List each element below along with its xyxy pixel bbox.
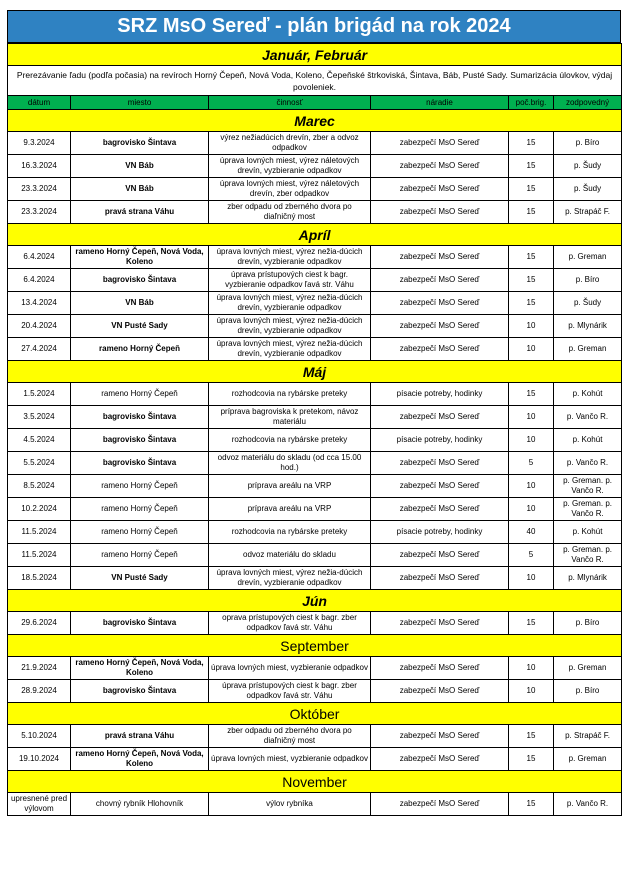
tools-cell: zabezpečí MsO Sereď xyxy=(371,748,509,771)
responsible-cell: p. Vančo R. xyxy=(554,406,622,429)
date-cell: 19.10.2024 xyxy=(8,748,71,771)
schedule-body xyxy=(8,44,622,816)
place-cell: pravá strana Váhu xyxy=(71,201,209,224)
table-row xyxy=(8,155,622,178)
date-cell: 3.5.2024 xyxy=(8,406,71,429)
schedule-table xyxy=(7,43,622,816)
table-row xyxy=(8,544,622,567)
place-cell: rameno Horný Čepeň, Nová Voda, Koleno xyxy=(71,246,209,269)
responsible-cell: p. Strapáč F. xyxy=(554,725,622,748)
table-row xyxy=(8,406,622,429)
activity-cell: príprava bagroviska k pretekom, návoz materiálu xyxy=(209,406,371,429)
tools-cell: zabezpečí MsO Sereď xyxy=(371,315,509,338)
responsible-cell: p. Šudy xyxy=(554,292,622,315)
responsible-cell: p. Šudy xyxy=(554,155,622,178)
date-cell: 13.4.2024 xyxy=(8,292,71,315)
count-cell: 15 xyxy=(509,612,554,635)
responsible-cell: p. Bíro xyxy=(554,612,622,635)
tools-cell: zabezpečí MsO Sereď xyxy=(371,178,509,201)
column-header: činnosť xyxy=(209,96,371,110)
column-header: zodpovedný xyxy=(554,96,622,110)
count-cell: 40 xyxy=(509,521,554,544)
tools-cell: zabezpečí MsO Sereď xyxy=(371,338,509,361)
tools-cell: zabezpečí MsO Sereď xyxy=(371,269,509,292)
table-row xyxy=(8,793,622,816)
place-cell: bagrovisko Šintava xyxy=(71,429,209,452)
place-cell: VN Báb xyxy=(71,178,209,201)
tools-cell: zabezpečí MsO Sereď xyxy=(371,793,509,816)
place-cell: bagrovisko Šintava xyxy=(71,452,209,475)
tools-cell: zabezpečí MsO Sereď xyxy=(371,132,509,155)
place-cell: rameno Horný Čepeň xyxy=(71,521,209,544)
column-header: poč.brig. xyxy=(509,96,554,110)
section-header: Apríl xyxy=(8,224,622,246)
activity-cell: úprava lovných miest, výrez nežia-dúcich drevín, vyzbieranie odpadkov xyxy=(209,292,371,315)
count-cell: 15 xyxy=(509,178,554,201)
activity-cell: úprava lovných miest, výrez náletových drevín, zber odpadkov xyxy=(209,178,371,201)
place-cell: bagrovisko Šintava xyxy=(71,680,209,703)
table-row xyxy=(8,132,622,155)
place-cell: rameno Horný Čepeň xyxy=(71,383,209,406)
page-title: SRZ MsO Sereď - plán brigád na rok 2024 xyxy=(7,10,621,43)
count-cell: 15 xyxy=(509,748,554,771)
activity-cell: zber odpadu od zberného dvora po diaľničný most xyxy=(209,201,371,224)
tools-cell: zabezpečí MsO Sereď xyxy=(371,498,509,521)
date-cell: 8.5.2024 xyxy=(8,475,71,498)
place-cell: VN Báb xyxy=(71,155,209,178)
tools-cell: zabezpečí MsO Sereď xyxy=(371,657,509,680)
tools-cell: zabezpečí MsO Sereď xyxy=(371,725,509,748)
activity-cell: odvoz materiálu do skladu xyxy=(209,544,371,567)
column-header: náradie xyxy=(371,96,509,110)
table-row xyxy=(8,201,622,224)
responsible-cell: p. Bíro xyxy=(554,269,622,292)
count-cell: 15 xyxy=(509,292,554,315)
count-cell: 15 xyxy=(509,793,554,816)
responsible-cell: p. Greman xyxy=(554,657,622,680)
table-row xyxy=(8,521,622,544)
responsible-cell: p. Greman. p. Vančo R. xyxy=(554,544,622,567)
section-header: Október xyxy=(8,703,622,725)
date-cell: 29.6.2024 xyxy=(8,612,71,635)
activity-cell: úprava lovných miest, výrez náletových drevín, vyzbieranie odpadkov xyxy=(209,155,371,178)
date-cell: 5.10.2024 xyxy=(8,725,71,748)
activity-cell: rozhodcovia na rybárske preteky xyxy=(209,429,371,452)
responsible-cell: p. Kohút xyxy=(554,429,622,452)
activity-cell: príprava areálu na VRP xyxy=(209,475,371,498)
count-cell: 10 xyxy=(509,475,554,498)
responsible-cell: p. Greman xyxy=(554,246,622,269)
count-cell: 15 xyxy=(509,383,554,406)
section-header: Marec xyxy=(8,110,622,132)
date-cell: 21.9.2024 xyxy=(8,657,71,680)
activity-cell: úprava lovných miest, výrez nežia-dúcich drevín, vyzbieranie odpadkov xyxy=(209,315,371,338)
count-cell: 15 xyxy=(509,201,554,224)
date-cell: 18.5.2024 xyxy=(8,567,71,590)
date-cell: 28.9.2024 xyxy=(8,680,71,703)
place-cell: rameno Horný Čepeň xyxy=(71,498,209,521)
responsible-cell: p. Vančo R. xyxy=(554,452,622,475)
table-row xyxy=(8,269,622,292)
place-cell: chovný rybník Hlohovník xyxy=(71,793,209,816)
column-header: miesto xyxy=(71,96,209,110)
responsible-cell: p. Bíro xyxy=(554,680,622,703)
count-cell: 15 xyxy=(509,246,554,269)
place-cell: VN Báb xyxy=(71,292,209,315)
tools-cell: písacie potreby, hodinky xyxy=(371,521,509,544)
activity-cell: zber odpadu od zberného dvora po diaľničný most xyxy=(209,725,371,748)
tools-cell: zabezpečí MsO Sereď xyxy=(371,406,509,429)
count-cell: 15 xyxy=(509,725,554,748)
activity-cell: úprava lovných miest, výrez nežia-dúcich drevín, vyzbieranie odpadkov xyxy=(209,246,371,269)
place-cell: bagrovisko Šintava xyxy=(71,406,209,429)
count-cell: 10 xyxy=(509,315,554,338)
place-cell: bagrovisko Šintava xyxy=(71,612,209,635)
date-cell: 27.4.2024 xyxy=(8,338,71,361)
table-row xyxy=(8,338,622,361)
date-cell: upresnené pred výlovom xyxy=(8,793,71,816)
responsible-cell: p. Mlynárik xyxy=(554,315,622,338)
responsible-cell: p. Vančo R. xyxy=(554,793,622,816)
section-header: September xyxy=(8,635,622,657)
date-cell: 11.5.2024 xyxy=(8,521,71,544)
activity-cell: úprava lovných miest, vyzbieranie odpadkov xyxy=(209,748,371,771)
count-cell: 10 xyxy=(509,429,554,452)
table-row xyxy=(8,452,622,475)
count-cell: 5 xyxy=(509,452,554,475)
responsible-cell: p. Mlynárik xyxy=(554,567,622,590)
table-row xyxy=(8,429,622,452)
count-cell: 15 xyxy=(509,155,554,178)
table-row xyxy=(8,498,622,521)
activity-cell: rozhodcovia na rybárske preteky xyxy=(209,383,371,406)
table-row xyxy=(8,567,622,590)
tools-cell: zabezpečí MsO Sereď xyxy=(371,155,509,178)
date-cell: 11.5.2024 xyxy=(8,544,71,567)
place-cell: VN Pusté Sady xyxy=(71,315,209,338)
table-row xyxy=(8,680,622,703)
tools-cell: zabezpečí MsO Sereď xyxy=(371,292,509,315)
tools-cell: zabezpečí MsO Sereď xyxy=(371,452,509,475)
tools-cell: zabezpečí MsO Sereď xyxy=(371,246,509,269)
responsible-cell: p. Greman xyxy=(554,338,622,361)
count-cell: 10 xyxy=(509,680,554,703)
count-cell: 10 xyxy=(509,498,554,521)
table-row xyxy=(8,315,622,338)
activity-cell: úprava lovných miest, vyzbieranie odpadkov xyxy=(209,657,371,680)
activity-cell: úprava prístupových ciest k bagr. zber odpadkov ľavá str. Váhu xyxy=(209,680,371,703)
date-cell: 6.4.2024 xyxy=(8,246,71,269)
tools-cell: zabezpečí MsO Sereď xyxy=(371,201,509,224)
table-row xyxy=(8,657,622,680)
table-row xyxy=(8,475,622,498)
responsible-cell: p. Strapáč F. xyxy=(554,201,622,224)
section-header: Máj xyxy=(8,361,622,383)
date-cell: 1.5.2024 xyxy=(8,383,71,406)
date-cell: 10.2.2024 xyxy=(8,498,71,521)
date-cell: 5.5.2024 xyxy=(8,452,71,475)
tools-cell: zabezpečí MsO Sereď xyxy=(371,475,509,498)
tools-cell: zabezpečí MsO Sereď xyxy=(371,567,509,590)
section-header: November xyxy=(8,771,622,793)
date-cell: 20.4.2024 xyxy=(8,315,71,338)
date-cell: 6.4.2024 xyxy=(8,269,71,292)
column-header-row xyxy=(8,96,622,110)
responsible-cell: p. Kohút xyxy=(554,521,622,544)
tools-cell: písacie potreby, hodinky xyxy=(371,383,509,406)
date-cell: 9.3.2024 xyxy=(8,132,71,155)
place-cell: bagrovisko Šintava xyxy=(71,132,209,155)
column-header: dátum xyxy=(8,96,71,110)
place-cell: rameno Horný Čepeň xyxy=(71,338,209,361)
section-header: Jún xyxy=(8,590,622,612)
activity-cell: úprava prístupových ciest k bagr. vyzbieranie odpadkov ľavá str. Váhu xyxy=(209,269,371,292)
table-row xyxy=(8,383,622,406)
activity-cell: odvoz materiálu do skladu (od cca 15.00 hod.) xyxy=(209,452,371,475)
count-cell: 10 xyxy=(509,338,554,361)
responsible-cell: p. Greman xyxy=(554,748,622,771)
activity-cell: výrez nežiadúcich drevín, zber a odvoz odpadkov xyxy=(209,132,371,155)
tools-cell: zabezpečí MsO Sereď xyxy=(371,680,509,703)
place-cell: rameno Horný Čepeň xyxy=(71,544,209,567)
place-cell: rameno Horný Čepeň, Nová Voda, Koleno xyxy=(71,657,209,680)
responsible-cell: p. Kohút xyxy=(554,383,622,406)
count-cell: 5 xyxy=(509,544,554,567)
table-row xyxy=(8,725,622,748)
activity-cell: úprava lovných miest, výrez nežia-dúcich drevín, vyzbieranie odpadkov xyxy=(209,567,371,590)
responsible-cell: p. Greman. p. Vančo R. xyxy=(554,475,622,498)
table-row xyxy=(8,246,622,269)
responsible-cell: p. Bíro xyxy=(554,132,622,155)
place-cell: rameno Horný Čepeň xyxy=(71,475,209,498)
count-cell: 10 xyxy=(509,657,554,680)
date-cell: 23.3.2024 xyxy=(8,201,71,224)
place-cell: VN Pusté Sady xyxy=(71,567,209,590)
activity-cell: rozhodcovia na rybárske preteky xyxy=(209,521,371,544)
table-row xyxy=(8,748,622,771)
place-cell: pravá strana Váhu xyxy=(71,725,209,748)
place-cell: rameno Horný Čepeň, Nová Voda, Koleno xyxy=(71,748,209,771)
tools-cell: zabezpečí MsO Sereď xyxy=(371,612,509,635)
count-cell: 10 xyxy=(509,567,554,590)
count-cell: 10 xyxy=(509,406,554,429)
table-row xyxy=(8,292,622,315)
responsible-cell: p. Greman. p. Vančo R. xyxy=(554,498,622,521)
date-cell: 23.3.2024 xyxy=(8,178,71,201)
plan-sheet xyxy=(7,10,621,816)
date-cell: 16.3.2024 xyxy=(8,155,71,178)
activity-cell: príprava areálu na VRP xyxy=(209,498,371,521)
count-cell: 15 xyxy=(509,269,554,292)
intro-text: Prerezávanie ľadu (podľa počasia) na revíroch Horný Čepeň, Nová Voda, Koleno, Čepeňské štrkoviská, Šintava, Báb, Pusté Sady. Sumarizácia úlovkov, výdaj povoleniek. xyxy=(8,66,622,96)
tools-cell: zabezpečí MsO Sereď xyxy=(371,544,509,567)
table-row xyxy=(8,612,622,635)
activity-cell: oprava prístupových ciest k bagr. zber odpadkov ľavá str. Váhu xyxy=(209,612,371,635)
section-header: Január, Február xyxy=(8,44,622,66)
place-cell: bagrovisko Šintava xyxy=(71,269,209,292)
tools-cell: písacie potreby, hodinky xyxy=(371,429,509,452)
responsible-cell: p. Šudy xyxy=(554,178,622,201)
table-row xyxy=(8,178,622,201)
activity-cell: úprava lovných miest, výrez nežia-dúcich drevín, vyzbieranie odpadkov xyxy=(209,338,371,361)
activity-cell: výlov rybníka xyxy=(209,793,371,816)
count-cell: 15 xyxy=(509,132,554,155)
date-cell: 4.5.2024 xyxy=(8,429,71,452)
